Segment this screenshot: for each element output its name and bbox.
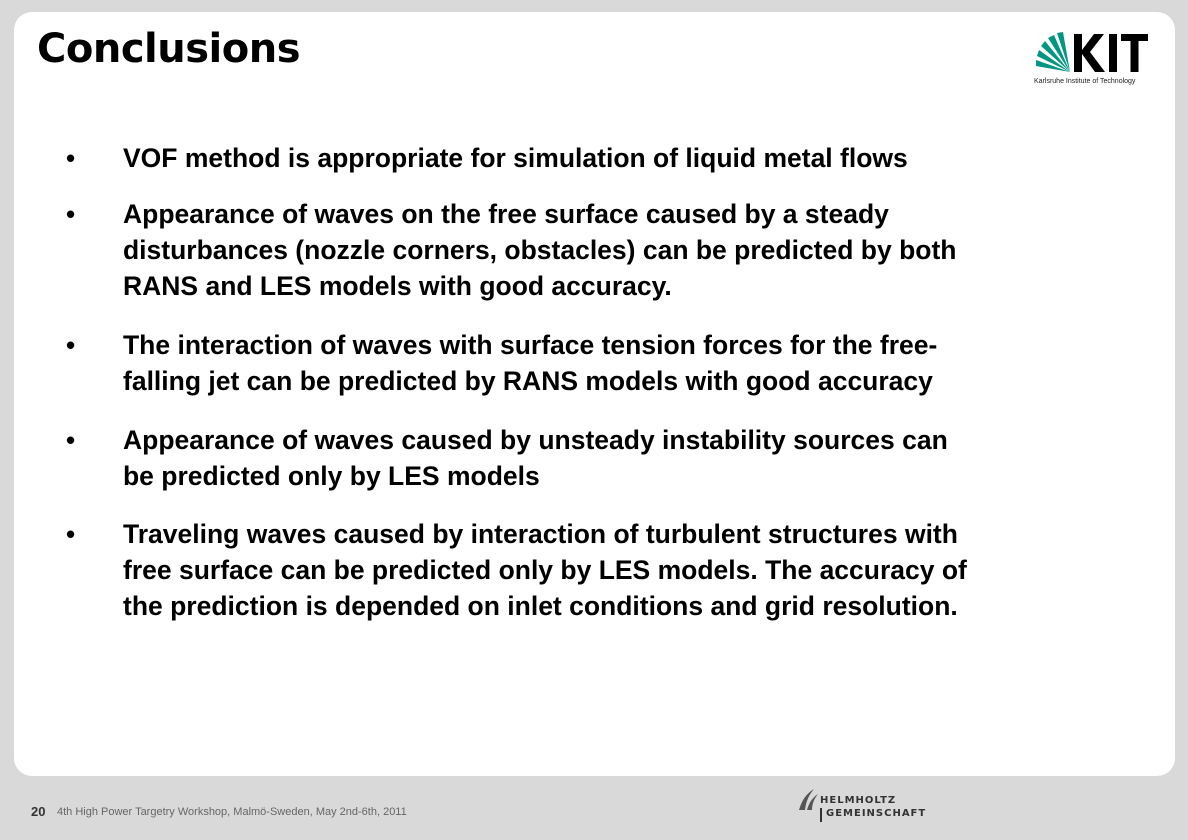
bullet-marker: • [66,425,76,455]
helmholtz-line2: GEMEINSCHAFT [826,808,927,819]
bullet-marker: • [66,143,76,173]
bullet-text: The interaction of waves with surface tension forces for the free- falling jet can be predicted by RANS models with good accuracy [123,330,938,396]
helmholtz-line1: HELMHOLTZ [820,795,897,806]
helmholtz-divider [820,808,822,822]
kit-subtitle: Karlsruhe Institute of Technology [1034,78,1136,85]
bullet-text: Appearance of waves on the free surface caused by a steady disturbances (nozzle corners, obstacles) can be predicted by both RANS and LES models with good accuracy. [123,199,957,301]
bullet-marker: • [66,199,76,229]
bullet-marker: • [66,519,76,549]
helmholtz-logo [796,786,906,828]
bullet-text: Appearance of waves caused by unsteady instability sources can be predicted only by LES models [123,425,948,491]
bullet-text: Traveling waves caused by interaction of turbulent structures with free surface can be predicted only by LES models. The accuracy of the prediction is depended on inlet conditions and grid resolution. [123,519,967,621]
helmholtz-emblem-icon [796,786,820,812]
bullet-text: VOF method is appropriate for simulation of liquid metal flows [123,143,908,173]
bullet-marker: • [66,330,76,360]
footer-event-text: 4th High Power Targetry Workshop, Malmö-Sweden, May 2nd-6th, 2011 [57,806,407,818]
slide-title: Conclusions [37,26,300,72]
page-number: 20 [31,804,46,819]
